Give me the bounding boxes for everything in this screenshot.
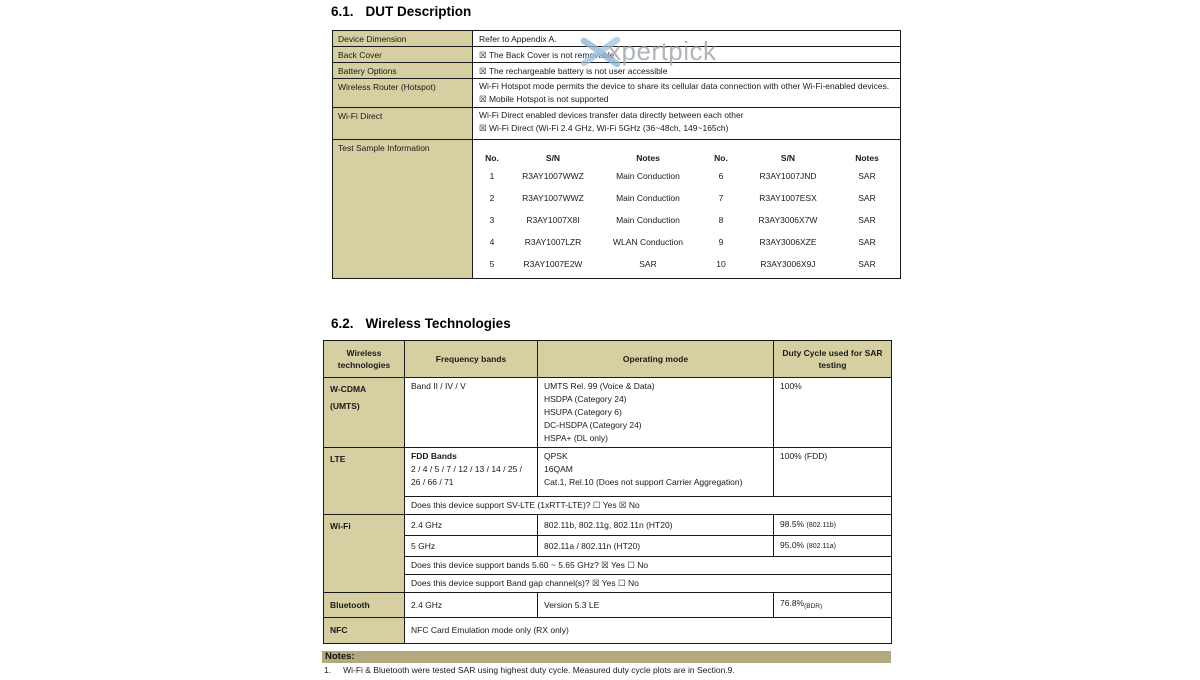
op-cell: UMTS Rel. 99 (Voice & Data) HSDPA (Category 24) HSUPA (Category 6) DC-HSDPA (Category 24) HSPA+ (DL only) xyxy=(538,378,774,448)
section-title-text: DUT Description xyxy=(365,4,472,19)
col-header: Wireless technologies xyxy=(324,341,405,378)
tech-label: Bluetooth xyxy=(324,593,405,618)
col-header: Duty Cycle used for SAR testing xyxy=(774,341,892,378)
ts-cell: R3AY3006XZE xyxy=(759,237,817,247)
wifi-question1-row xyxy=(324,557,892,575)
nfc-row xyxy=(324,618,892,644)
tech-label: W-CDMA (UMTS) xyxy=(324,378,405,448)
row-label: Battery Options xyxy=(333,63,473,78)
duty-cell: $76.8\%_{(BDR)}$ xyxy=(774,593,892,618)
section-title-text: Wireless Technologies xyxy=(365,316,511,331)
table-row xyxy=(333,108,900,140)
ts-cell: R3AY3006X9J xyxy=(760,259,816,269)
ts-cell: SAR xyxy=(858,215,876,225)
row-value: Refer to Appendix A. xyxy=(479,34,557,44)
freq-cell: 2.4 GHz xyxy=(405,593,538,618)
ts-cell: 3 xyxy=(489,215,495,225)
ts-cell: 6 xyxy=(718,171,724,181)
ts-cell: R3AY1007JND xyxy=(759,171,817,181)
ts-cell: 8 xyxy=(718,215,724,225)
ts-cell: 10 xyxy=(716,259,726,269)
row-label: Back Cover xyxy=(333,47,473,62)
ts-cell: WLAN Conduction xyxy=(613,237,683,247)
table-row xyxy=(333,79,900,108)
ts-cell: R3AY1007X8I xyxy=(526,215,580,225)
freq-cell: 5 GHz xyxy=(405,536,538,557)
freq-cell: 2.4 GHz xyxy=(405,515,538,536)
section-number: 6.2. xyxy=(331,316,354,331)
wifi-5-row xyxy=(324,536,892,557)
wireless-technologies-table xyxy=(323,340,892,644)
op-cell: QPSK 16QAM Cat.1, Rel.10 (Does not support Carrier Aggregation) xyxy=(538,448,774,497)
section-number: 6.1. xyxy=(331,4,354,19)
wifi-question2-row xyxy=(324,575,892,593)
op-cell: 802.11a / 802.11n (HT20) xyxy=(538,536,774,557)
header-row xyxy=(324,341,892,378)
ts-cell: R3AY1007E2W xyxy=(523,259,583,269)
ts-cell: R3AY3006X7W xyxy=(758,215,818,225)
ts-cell: R3AY1007ESX xyxy=(759,193,817,203)
dut-description-table xyxy=(332,30,901,279)
ts-header: Notes xyxy=(855,153,879,163)
ts-cell: SAR xyxy=(858,193,876,203)
row-label: Device Dimension xyxy=(333,31,473,46)
ts-cell: Main Conduction xyxy=(616,193,680,203)
row-value-line: ☒ Mobile Hotspot is not supported xyxy=(479,94,609,104)
lte-question-row xyxy=(324,497,892,515)
row-label: Wireless Router (Hotspot) xyxy=(333,79,473,107)
row-value: ☒ The Back Cover is not removable xyxy=(479,50,615,60)
tech-label: NFC xyxy=(324,618,405,644)
row-value: ☒ The rechargeable battery is not user accessible xyxy=(479,66,668,76)
op-cell: NFC Card Emulation mode only (RX only) xyxy=(405,618,892,644)
duty-cell: 100% (FDD) xyxy=(774,448,892,497)
table-row xyxy=(333,31,900,47)
col-header: Frequency bands xyxy=(405,341,538,378)
duty-cell: 95.0% (802.11a) xyxy=(774,536,892,557)
lte-row xyxy=(324,448,892,497)
watermark-text: xpertpick xyxy=(608,36,717,66)
ts-header: S/N xyxy=(780,153,796,163)
row-label: Test Sample Information xyxy=(333,140,473,278)
question-cell: Does this device support bands 5.60 ~ 5.65 GHz? ☒ Yes ☐ No xyxy=(405,557,892,575)
ts-cell: SAR xyxy=(858,259,876,269)
table-row xyxy=(333,63,900,79)
question-cell: Does this device support SV-LTE (1xRTT-LTE)? ☐ Yes ☒ No xyxy=(405,497,892,515)
tech-label: Wi-Fi xyxy=(324,515,405,593)
op-cell: Version 5.3 LE xyxy=(538,593,774,618)
row-value-line: Wi-Fi Direct enabled devices transfer data directly between each other xyxy=(479,110,744,120)
duty-note: (802.11a) xyxy=(806,543,836,550)
ts-header: S/N xyxy=(545,153,561,163)
op-cell: 802.11b, 802.11g, 802.11n (HT20) xyxy=(538,515,774,536)
ts-header: No. xyxy=(714,153,728,163)
row-label: Wi-Fi Direct xyxy=(333,108,473,139)
ts-cell: SAR xyxy=(858,237,876,247)
ts-cell: 1 xyxy=(489,171,495,181)
ts-cell: R3AY1007WWZ xyxy=(522,193,584,203)
ts-header: Notes xyxy=(636,153,660,163)
duty-cell: 98.5% (802.11b) xyxy=(774,515,892,536)
ts-cell: R3AY1007WWZ xyxy=(522,171,584,181)
row-value-line: Wi-Fi Hotspot mode permits the device to share its cellular data connection with other Wi-Fi-enabled devices. xyxy=(479,81,890,91)
ts-cell: 4 xyxy=(489,237,495,247)
table-row xyxy=(333,47,900,63)
note-item xyxy=(324,665,735,675)
ts-cell: 5 xyxy=(489,259,495,269)
tech-label: LTE xyxy=(324,448,405,515)
ts-cell: Main Conduction xyxy=(616,215,680,225)
ts-header: No. xyxy=(485,153,499,163)
ts-cell: SAR xyxy=(639,259,657,269)
ts-cell: SAR xyxy=(858,171,876,181)
section-6-2-title xyxy=(331,316,511,331)
test-sample-row xyxy=(333,140,900,278)
notes-header-bar: Notes: xyxy=(322,651,891,663)
bluetooth-row xyxy=(324,593,892,618)
wcdma-row xyxy=(324,378,892,448)
duty-note: (802.11b) xyxy=(806,522,836,529)
question-cell: Does this device support Band gap channel(s)? ☒ Yes ☐ No xyxy=(405,575,892,593)
row-value-line: ☒ Wi-Fi Direct (Wi-Fi 2.4 GHz, Wi-Fi 5GHz (36~48ch, 149~165ch) xyxy=(479,123,729,133)
note-text: Wi-Fi & Bluetooth were tested SAR using highest duty cycle. Measured duty cycle plots are in Section.9. xyxy=(343,665,735,675)
ts-cell: 9 xyxy=(718,237,724,247)
ts-cell: R3AY1007LZR xyxy=(524,237,582,247)
duty-note: (BDR) xyxy=(804,603,823,610)
note-number: 1. xyxy=(324,665,332,675)
test-sample-table xyxy=(473,140,900,276)
col-header: Operating mode xyxy=(538,341,774,378)
duty-cell: 100% xyxy=(774,378,892,448)
freq-cell: FDD Bands 2 / 4 / 5 / 7 / 12 / 13 / 14 / 25 / 26 / 66 / 71 xyxy=(405,448,538,497)
ts-cell: 7 xyxy=(718,193,724,203)
freq-cell: Band II / IV / V xyxy=(405,378,538,448)
ts-cell: 2 xyxy=(489,193,495,203)
ts-cell: Main Conduction xyxy=(616,171,680,181)
wifi-24-row xyxy=(324,515,892,536)
section-6-1-title xyxy=(331,4,471,19)
